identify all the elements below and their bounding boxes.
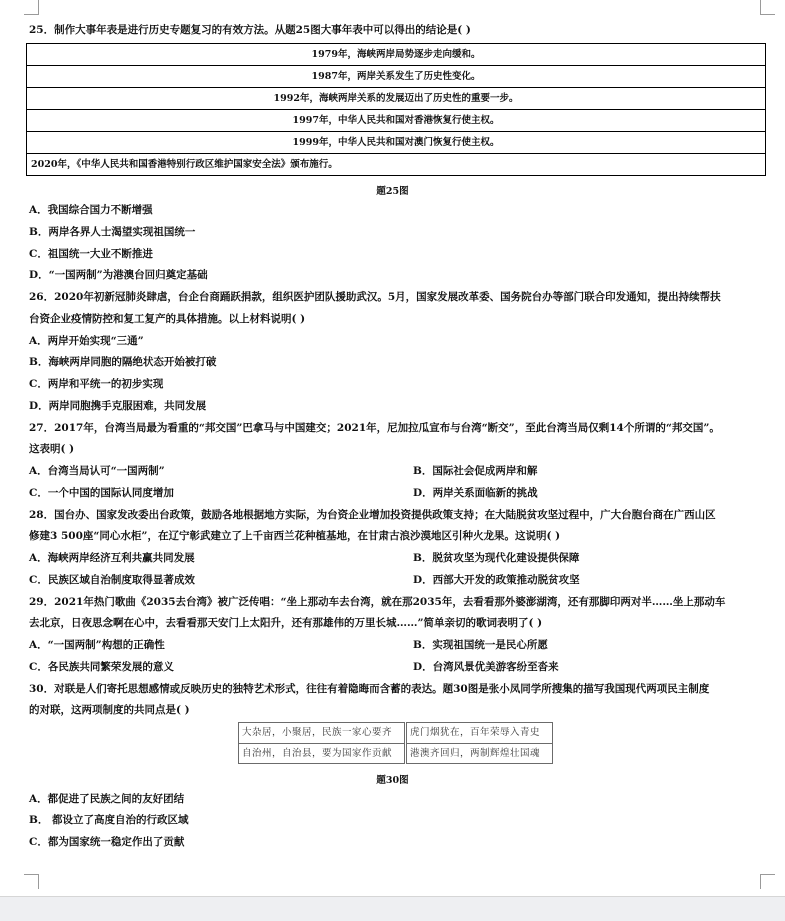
q30-option-b: B． 都设立了高度自治的行政区域 bbox=[29, 814, 189, 826]
q29-option-a: A．“一国两制”构想的正确性 bbox=[29, 639, 165, 651]
couplet-left-line-1: 大杂居，小聚居，民族一家心要齐 bbox=[239, 723, 404, 744]
q27-option-a: A．台湾当局认可“一国两制” bbox=[29, 465, 165, 477]
q30-stem-line-1: 30．对联是人们寄托思想感情或反映历史的独特艺术形式，往往有着隐晦而含蓄的表达。题30图是张小凤同学所搜集的描写我国现代两项民主制度 bbox=[29, 683, 710, 695]
page-gap-strip bbox=[0, 896, 785, 921]
q25-caption: 题25图 bbox=[376, 186, 409, 197]
q30-stem-line-2: 的对联，这两项制度的共同点是( ) bbox=[29, 704, 190, 716]
q27-stem-line-2: 这表明( ) bbox=[29, 443, 75, 455]
q25-option-d: D．“一国两制”为港澳台回归奠定基础 bbox=[29, 269, 208, 281]
q25-timeline-table bbox=[26, 43, 766, 176]
q25-option-a: A．我国综合国力不断增强 bbox=[29, 204, 153, 216]
timeline-row: 2020年，《中华人民共和国香港特别行政区维护国家安全法》颁布施行。 bbox=[27, 153, 765, 175]
timeline-row: 1979年，海峡两岸局势逐步走向缓和。 bbox=[311, 49, 481, 60]
q30-option-a: A．都促进了民族之间的友好团结 bbox=[29, 793, 185, 805]
q28-stem-line-1: 28．国台办、国家发改委出台政策，鼓励各地根据地方实际，为台资企业增加投资提供政策支持；在大陆脱贫攻坚过程中，广大台胞台商在广西山区 bbox=[29, 509, 716, 521]
q25-option-b: B．两岸各界人士渴望实现祖国统一 bbox=[29, 226, 196, 238]
couplet-right-line-2: 港澳齐回归，两制辉煌壮国魂 bbox=[410, 748, 541, 759]
q29-stem-line-1: 29．2021年热门歌曲《2035去台湾》被广泛传唱：“坐上那动车去台湾，就在那2035年，去看看那外婆澎湖湾，还有那脚印两对半……坐上那动车 bbox=[29, 596, 726, 608]
q28-option-c: C．民族区域自治制度取得显著成效 bbox=[29, 574, 195, 586]
timeline-row: 1992年，海峡两岸关系的发展迈出了历史性的重要一步。 bbox=[27, 87, 765, 109]
q27-stem-line-1: 27．2017年，台湾当局最为看重的“邦交国”巴拿马与中国建交；2021年，尼加拉瓜宣布与台湾“断交”，至此台湾当局仅剩14个所谓的“邦交国”。 bbox=[29, 422, 720, 434]
timeline-row: 1987年，两岸关系发生了历史性变化。 bbox=[27, 65, 765, 87]
q28-option-b: B．脱贫攻坚为现代化建设提供保障 bbox=[413, 552, 580, 564]
q26-option-c: C．两岸和平统一的初步实现 bbox=[29, 378, 164, 390]
couplet-left-box bbox=[238, 722, 405, 764]
q26-stem-line-2: 台资企业疫情防控和复工复产的具体措施。以上材料说明( ) bbox=[29, 313, 306, 325]
timeline-row: 1999年，中华人民共和国对澳门恢复行使主权。 bbox=[27, 131, 765, 153]
q29-option-b: B．实现祖国统一是民心所愿 bbox=[413, 639, 548, 651]
couplet-left-line-2: 自治州，自治县，要为国家作贡献 bbox=[242, 748, 393, 759]
crop-mark-bottom-left bbox=[24, 874, 39, 889]
crop-mark-top-right bbox=[760, 0, 775, 15]
q27-option-b: B．国际社会促成两岸和解 bbox=[413, 465, 538, 477]
q29-option-c: C．各民族共同繁荣发展的意义 bbox=[29, 661, 174, 673]
q26-option-d: D．两岸同胞携手克服困难，共同发展 bbox=[29, 400, 207, 412]
q29-stem-line-2: 去北京，日夜思念啊在心中，去看看那天安门上太阳升，还有那雄伟的万里长城……”简单亲切的歌词表明了( ) bbox=[29, 617, 543, 629]
q27-option-c: C．一个中国的国际认同度增加 bbox=[29, 487, 174, 499]
q30-option-c: C．都为国家统一稳定作出了贡献 bbox=[29, 836, 185, 848]
crop-mark-bottom-right bbox=[760, 874, 775, 889]
couplet-right-line-1: 虎门烟犹在，百年荣辱入青史 bbox=[407, 723, 552, 744]
q25-stem: 25．制作大事年表是进行历史专题复习的有效方法。从题25图大事年表中可以得出的结论是( ) bbox=[29, 24, 471, 36]
q28-option-d: D．西部大开发的政策推动脱贫攻坚 bbox=[413, 574, 580, 586]
q28-option-a: A．海峡两岸经济互利共赢共同发展 bbox=[29, 552, 195, 564]
couplet-right-box bbox=[406, 722, 553, 764]
q26-option-b: B．海峡两岸同胞的隔绝状态开始被打破 bbox=[29, 356, 217, 368]
crop-mark-top-left bbox=[24, 0, 39, 15]
q28-stem-line-2: 修建3 500座“同心水柜”，在辽宁彰武建立了上千亩西兰花种植基地，在甘肃古浪沙漠地区引种火龙果。这说明( ) bbox=[29, 530, 561, 542]
q26-option-a: A．两岸开始实现“三通” bbox=[29, 335, 144, 347]
q27-option-d: D．两岸关系面临新的挑战 bbox=[413, 487, 538, 499]
q26-stem-line-1: 26．2020年初新冠肺炎肆虐，台企台商踊跃捐款，组织医护团队援助武汉。5月，国家发展改革委、国务院台办等部门联合印发通知，提出持续帮扶 bbox=[29, 291, 721, 303]
q25-option-c: C．祖国统一大业不断推进 bbox=[29, 248, 153, 260]
q30-caption: 题30图 bbox=[376, 775, 409, 786]
q29-option-d: D．台湾风景优美游客纷至沓来 bbox=[413, 661, 559, 673]
timeline-row: 1997年，中华人民共和国对香港恢复行使主权。 bbox=[27, 109, 765, 131]
